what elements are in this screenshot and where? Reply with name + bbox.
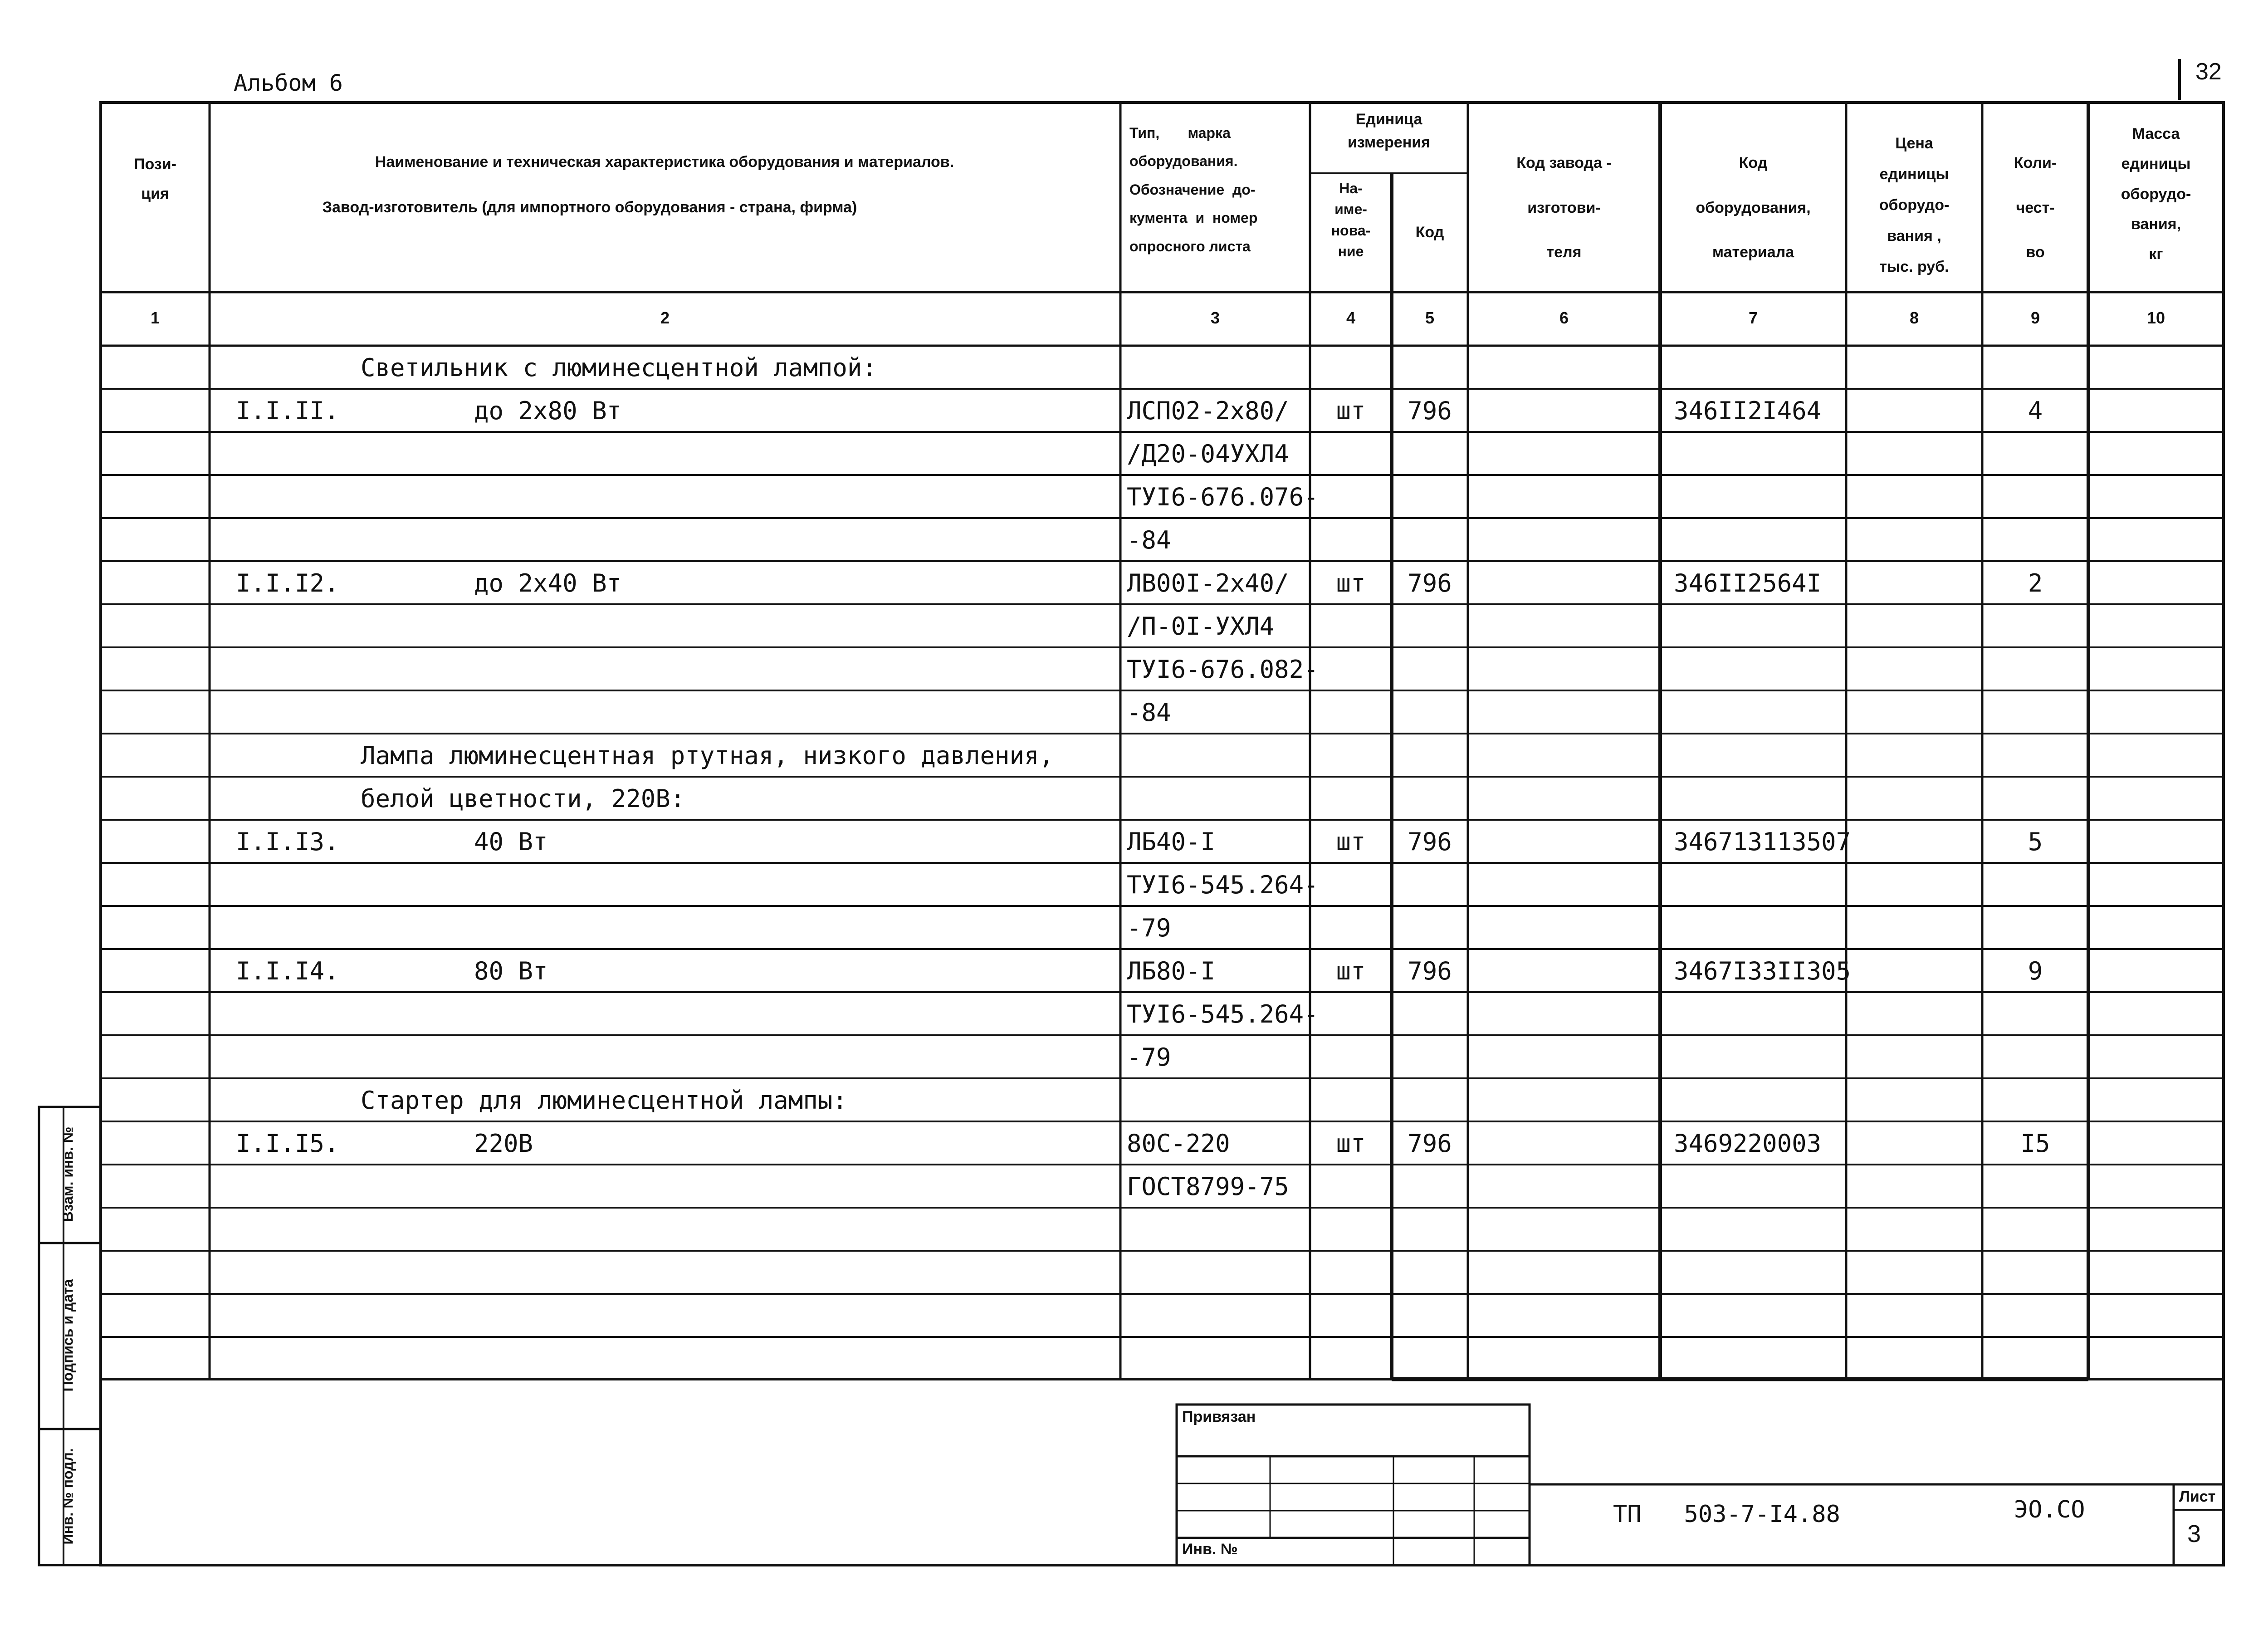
col-header-type: Тип, марка оборудования. Обозначение до- кумента и номер опросного листа xyxy=(1129,125,1258,255)
col-number: 2 xyxy=(660,308,670,327)
col-header-mass: Масса единицы оборудо- вания, кг xyxy=(2121,125,2191,263)
row-equipment-code: 3467I33II305 xyxy=(1674,957,1851,985)
col-number: 5 xyxy=(1425,308,1435,327)
stamp-privyazan-label: Привязан xyxy=(1182,1408,1256,1425)
col-header-position: Пози- ция xyxy=(134,156,176,202)
row-type-mark: -79 xyxy=(1127,1043,1171,1072)
row-quantity: 5 xyxy=(2028,827,2043,856)
col-number: 7 xyxy=(1748,308,1758,327)
col-number: 3 xyxy=(1210,308,1220,327)
row-quantity: 9 xyxy=(2028,957,2043,985)
row-name: до 2х40 Вт xyxy=(474,569,622,597)
col-header-quantity: Коли- чест- во xyxy=(2014,154,2057,261)
row-type-mark: 80С-220 xyxy=(1127,1129,1230,1158)
album-label: Альбом 6 xyxy=(234,70,343,96)
row-type-mark: ЛВ00I-2х40/ xyxy=(1127,569,1289,597)
sheet-label: Лист xyxy=(2179,1488,2216,1505)
row-quantity: I5 xyxy=(2020,1129,2050,1158)
row-quantity: 4 xyxy=(2028,396,2043,425)
row-position: I.I.II. xyxy=(236,396,339,425)
row-equipment-code: 34671311З507 xyxy=(1674,827,1851,856)
row-type-mark: ЛБ40-I xyxy=(1127,827,1216,856)
sheet-number: 3 xyxy=(2187,1520,2201,1547)
page-number: 32 xyxy=(2195,59,2222,85)
row-position: I.I.I2. xyxy=(236,569,339,597)
row-type-mark: /П-0I-УХЛ4 xyxy=(1127,612,1275,641)
row-position: I.I.I3. xyxy=(236,827,339,856)
col-number: 6 xyxy=(1559,308,1569,327)
row-type-mark: ТУI6-676.082- xyxy=(1127,655,1319,684)
side-label-signature-date: Подпись и дата xyxy=(59,1279,76,1392)
row-group-heading: Стартер для люминесцентной лампы: xyxy=(361,1086,847,1115)
row-group-heading: Светильник с люминесцентной лампой: xyxy=(361,353,877,382)
col-header-name-line2: Завод-изготовитель (для импортного оборудования - страна, фирма) xyxy=(322,199,857,216)
row-unit-name: шт xyxy=(1336,396,1366,425)
row-unit-code: 796 xyxy=(1408,1129,1452,1158)
col-number: 8 xyxy=(1909,308,1919,327)
row-quantity: 2 xyxy=(2028,569,2043,597)
row-type-mark: -84 xyxy=(1127,526,1171,554)
row-type-mark: /Д20-04УХЛ4 xyxy=(1127,440,1289,468)
row-unit-name: шт xyxy=(1336,569,1366,597)
row-type-mark: ТУI6-545.264- xyxy=(1127,871,1319,899)
stamp-inv-label: Инв. № xyxy=(1182,1541,1238,1558)
col-number: 1 xyxy=(150,308,160,327)
col-header-unit-code: Код xyxy=(1415,224,1444,241)
row-name: 40 Вт xyxy=(474,827,548,856)
row-unit-code: 796 xyxy=(1408,396,1452,425)
col-number: 9 xyxy=(2030,308,2040,327)
col-header-price: Цена единицы оборудо- вания , тыс. руб. xyxy=(1879,135,1950,275)
col-header-unit-name: На- име- нова- ние xyxy=(1331,180,1371,260)
row-type-mark: ТУI6-545.264- xyxy=(1127,1000,1319,1028)
row-name: 220В xyxy=(474,1129,533,1158)
col-header-unit-group: Единица измерения xyxy=(1348,111,1430,151)
row-unit-code: 796 xyxy=(1408,957,1452,985)
row-position: I.I.I4. xyxy=(236,957,339,985)
row-name: 80 Вт xyxy=(474,957,548,985)
row-name: до 2х80 Вт xyxy=(474,396,622,425)
row-type-mark: ГОСТ8799-75 xyxy=(1127,1172,1289,1201)
row-unit-name: шт xyxy=(1336,957,1366,985)
row-type-mark: ТУI6-676.076- xyxy=(1127,483,1319,511)
col-header-name-line1: Наименование и техническая характеристика оборудования и материалов. xyxy=(375,153,954,171)
col-number: 10 xyxy=(2146,308,2165,327)
row-group-heading: Лампа люминесцентная ртутная, низкого давления, xyxy=(361,741,1054,770)
side-label-original-inv: Инв. № подл. xyxy=(59,1448,76,1545)
row-unit-name: шт xyxy=(1336,827,1366,856)
row-unit-code: 796 xyxy=(1408,569,1452,597)
section-code: ЭО.СО xyxy=(2014,1496,2085,1523)
row-unit-name: шт xyxy=(1336,1129,1366,1158)
row-type-mark: ЛСП02-2х80/ xyxy=(1127,396,1289,425)
row-equipment-code: 346II2564I xyxy=(1674,569,1822,597)
row-equipment-code: 346II2I464 xyxy=(1674,396,1822,425)
row-group-heading: белой цветности, 220В: xyxy=(361,784,685,813)
col-number: 4 xyxy=(1346,308,1356,327)
row-type-mark: -79 xyxy=(1127,914,1171,942)
col-header-equipment-code: Код оборудования, материала xyxy=(1696,154,1811,261)
row-type-mark: ЛБ80-I xyxy=(1127,957,1216,985)
row-type-mark: -84 xyxy=(1127,698,1171,727)
col-header-factory-code: Код завода - изготови- теля xyxy=(1516,154,1612,261)
row-position: I.I.I5. xyxy=(236,1129,339,1158)
row-equipment-code: 3469220003 xyxy=(1674,1129,1822,1158)
document-code: ТП 503-7-I4.88 xyxy=(1613,1501,1840,1528)
row-unit-code: 796 xyxy=(1408,827,1452,856)
side-label-replacement-inv: Взам. инв. № xyxy=(59,1126,76,1222)
